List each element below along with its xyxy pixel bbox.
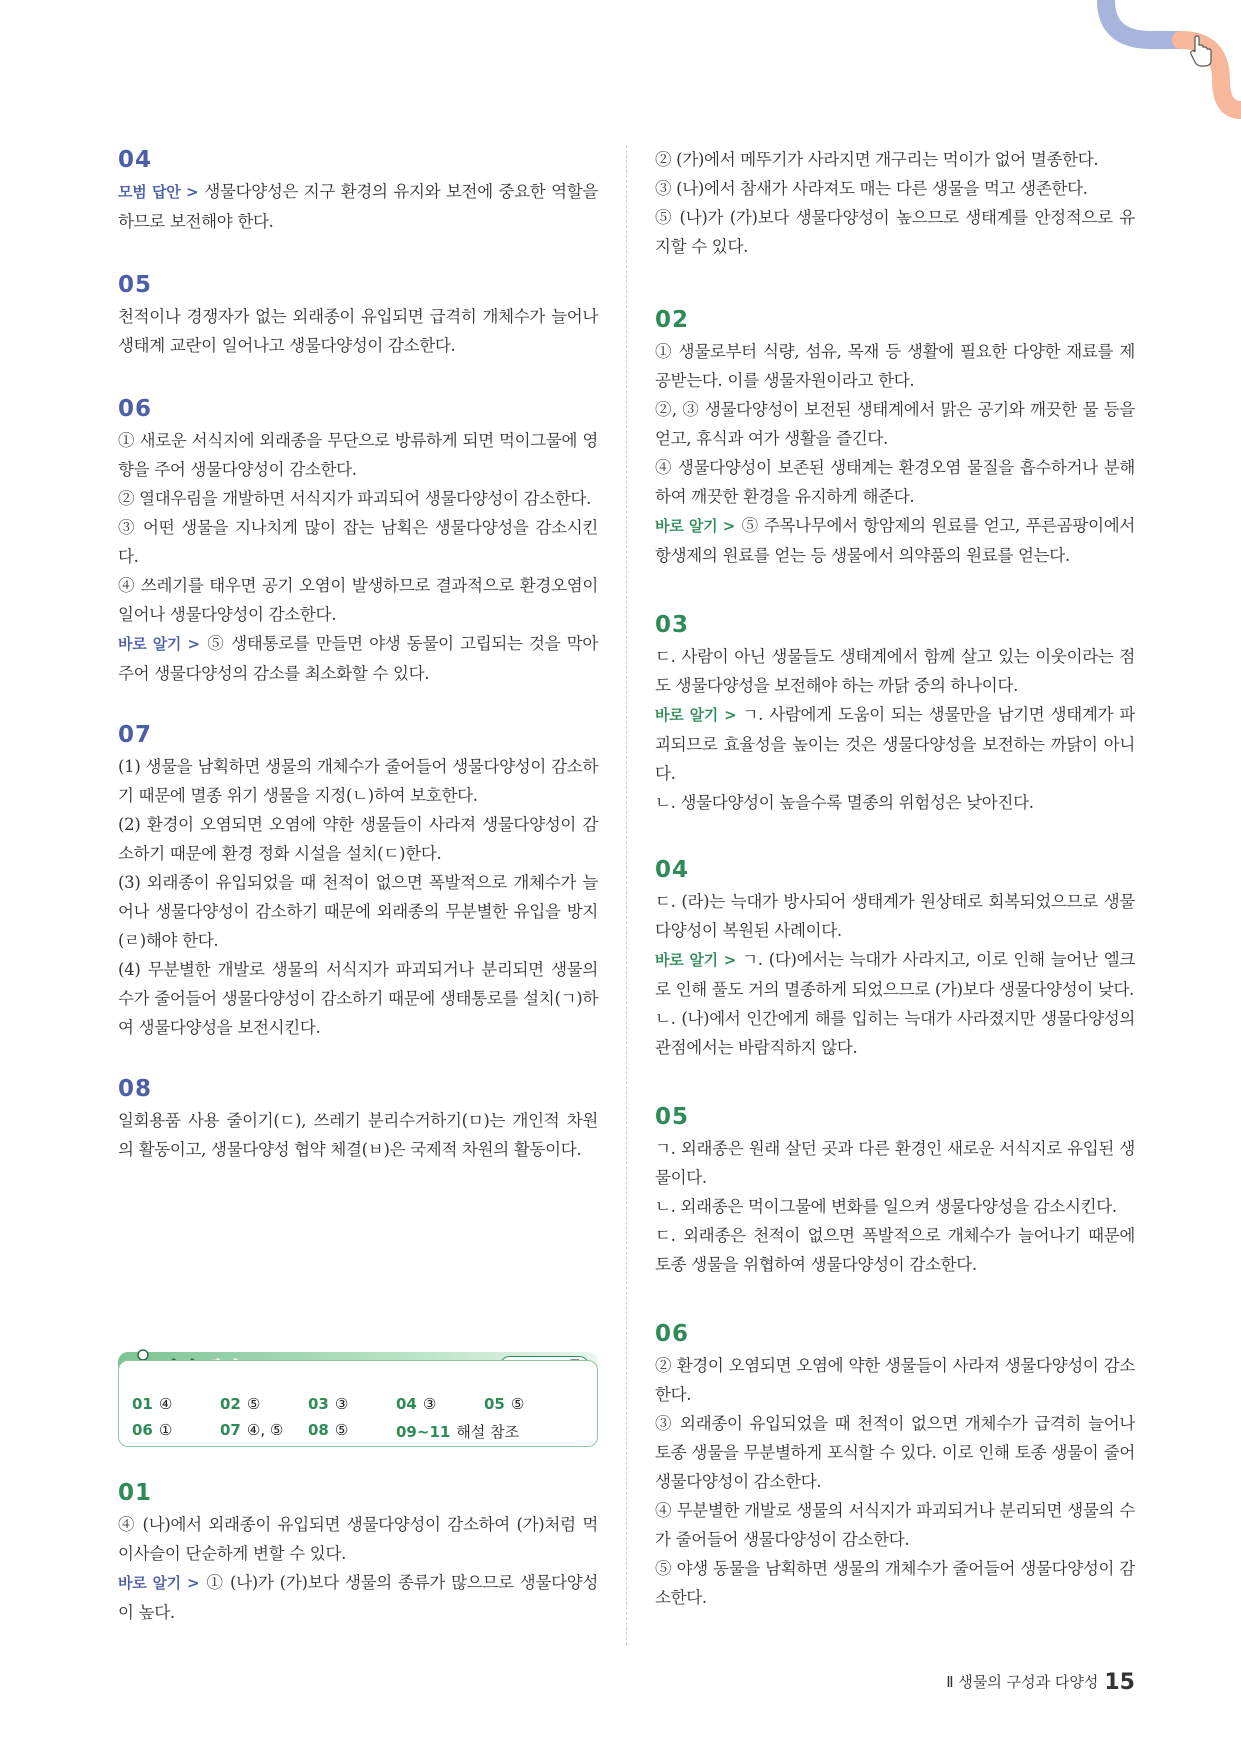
explanation-text: ③ 외래종이 유입되었을 때 천적이 없으면 개체수가 급격히 늘어나 토종 생물을 무분별하게 포식할 수 있다. 이로 인해 토종 생물이 줄어 생물다양성이 감소한다. xyxy=(655,1414,1135,1491)
explanation-text: ㄷ. (라)는 늑대가 방사되어 생태계가 원상태로 회복되었으므로 생물다양성이 복원된 사례이다. xyxy=(655,892,1135,940)
question-number: 08 xyxy=(118,1076,153,1102)
column-divider xyxy=(626,145,627,1645)
explanation-text: ⑤ 야생 동물을 남획하면 생물의 개체수가 줄어들어 생물다양성이 감소한다. xyxy=(655,1559,1135,1607)
explanation-text: ② (가)에서 메뚜기가 사라지면 개구리는 먹이가 없어 멸종한다. xyxy=(655,150,1099,169)
answer-tag: 바로 알기 > xyxy=(655,706,737,724)
explanation-text: 바로 알기 > ① (나)가 (가)보다 생물의 종류가 많으므로 생물다양성이 높다. xyxy=(118,1573,599,1622)
question-number: 04 xyxy=(118,147,153,173)
explanation-text: (3) 외래종이 유입되었을 때 천적이 없으면 폭발적으로 개체수가 늘어나 생물다양성이 감소하기 때문에 외래종의 무분별한 유입을 방지(ㄹ)해야 한다. xyxy=(118,873,598,950)
question-block xyxy=(655,1319,1135,1612)
answer-cell: 05 ⑤ xyxy=(484,1395,525,1413)
explanation-text: 바로 알기 > ㄱ. 사람에게 도움이 되는 생물만을 남기면 생태계가 파괴되므로 효율성을 높이는 것은 생물다양성을 보전하는 까닭이 아니다. xyxy=(655,705,1135,783)
question-block xyxy=(655,1102,1135,1279)
answer-cell: 02 ⑤ xyxy=(220,1395,261,1413)
question-block xyxy=(118,270,598,360)
question-number: 05 xyxy=(655,1104,690,1130)
left-column xyxy=(118,145,598,1164)
question-number: 04 xyxy=(655,857,690,883)
question-block xyxy=(118,1478,598,1627)
question-number: 03 xyxy=(655,612,690,638)
explanation-text: ㄴ. 외래종은 먹이그물에 변화를 일으켜 생물다양성을 감소시킨다. xyxy=(655,1197,1117,1216)
question-block xyxy=(655,305,1135,570)
explanation-text: ②, ③ 생물다양성이 보전된 생태계에서 맑은 공기와 깨끗한 물 등을 얻고, 휴식과 여가 생활을 즐긴다. xyxy=(655,400,1135,448)
answer-tag: 바로 알기 > xyxy=(118,1574,200,1592)
answer-cell: 07 ④, ⑤ xyxy=(220,1421,284,1439)
answer-cell: 01 ④ xyxy=(132,1395,173,1413)
footer-section: Ⅱ 생물의 구성과 다양성 xyxy=(946,1673,1099,1691)
question-block xyxy=(655,145,1135,261)
page-number: 15 xyxy=(1104,1670,1135,1695)
explanation-text: ㄱ. 외래종은 원래 살던 곳과 다른 환경인 새로운 서식지로 유입된 생물이다. xyxy=(655,1139,1135,1187)
explanation-text: ① 새로운 서식지에 외래종을 무단으로 방류하게 되면 먹이그물에 영향을 주어 생물다양성이 감소한다. xyxy=(118,431,598,479)
corner-decoration xyxy=(1071,0,1241,120)
explanation-text: ㄷ. 외래종은 천적이 없으면 폭발적으로 개체수가 늘어나기 때문에 토종 생물을 위협하여 생물다양성이 감소한다. xyxy=(655,1226,1135,1274)
question-block xyxy=(655,610,1135,817)
question-number: 06 xyxy=(655,1321,690,1347)
question-number: 02 xyxy=(655,307,690,333)
question-block xyxy=(118,720,598,1042)
answer-cell: 06 ① xyxy=(132,1421,173,1439)
answer-cell: 04 ③ xyxy=(396,1395,437,1413)
question-block xyxy=(118,1074,598,1164)
answer-cell: 09~11 해설 참조 xyxy=(396,1423,520,1441)
question-block xyxy=(655,855,1135,1062)
explanation-text: ③ 어떤 생물을 지나치게 많이 잡는 남획은 생물다양성을 감소시킨다. xyxy=(118,518,598,566)
answer-row xyxy=(132,1395,592,1421)
explanation-text: 천적이나 경쟁자가 없는 외래종이 유입되면 급격히 개체수가 늘어나 생태계 교란이 일어나고 생물다양성이 감소한다. xyxy=(118,307,598,355)
explanation-text: ① 생물로부터 식량, 섬유, 목재 등 생활에 필요한 다양한 재료를 제공받는다. 이를 생물자원이라고 한다. xyxy=(655,342,1135,390)
answer-cell: 03 ③ xyxy=(308,1395,349,1413)
explanation-text: ㄴ. 생물다양성이 높을수록 멸종의 위험성은 낮아진다. xyxy=(655,793,1034,812)
explanation-text: 바로 알기 > ⑤ 생태통로를 만들면 야생 동물이 고립되는 것을 막아 주어 생물다양성의 감소를 최소화할 수 있다. xyxy=(118,634,599,683)
explanation-text: 바로 알기 > ⑤ 주목나무에서 항암제의 원료를 얻고, 푸른곰팡이에서 항생제의 원료를 얻는 등 생물에서 의약품의 원료를 얻는다. xyxy=(655,516,1135,565)
explanation-text: ④ 쓰레기를 태우면 공기 오염이 발생하므로 결과적으로 환경오염이 일어나 생물다양성이 감소한다. xyxy=(118,576,598,624)
explanation-text: (2) 환경이 오염되면 오염에 약한 생물들이 사라져 생물다양성이 감소하기 때문에 환경 정화 시설을 설치(ㄷ)한다. xyxy=(118,815,598,863)
answer-tag: 바로 알기 > xyxy=(655,517,736,535)
explanation-text: ⑤ (나)가 (가)보다 생물다양성이 높으므로 생태계를 안정적으로 유지할 수 있다. xyxy=(655,208,1135,256)
explanation-text: ② 열대우림을 개발하면 서식지가 파괴되어 생물다양성이 감소한다. xyxy=(118,489,592,508)
left-bottom-column xyxy=(118,1478,598,1627)
answer-grid xyxy=(132,1395,592,1447)
explanation-text: ㄷ. 사람이 아닌 생물들도 생태계에서 함께 살고 있는 이웃이라는 점도 생물다양성을 보전해야 하는 까닭 중의 하나이다. xyxy=(655,647,1135,695)
explanation-text: ㄴ. (나)에서 인간에게 해를 입히는 늑대가 사라졌지만 생물다양성의 관점에서는 바람직하지 않다. xyxy=(655,1009,1135,1057)
question-number: 01 xyxy=(118,1480,153,1506)
explanation-text: ④ 생물다양성이 보존된 생태계는 환경오염 물질을 흡수하거나 분해하여 깨끗한 환경을 유지하게 해준다. xyxy=(655,458,1135,506)
explanation-text: ③ (나)에서 참새가 사라져도 매는 다른 생물을 먹고 생존한다. xyxy=(655,179,1088,198)
question-number: 05 xyxy=(118,272,153,298)
explanation-text: ② 환경이 오염되면 오염에 약한 생물들이 사라져 생물다양성이 감소한다. xyxy=(655,1356,1135,1404)
answer-tag: 바로 알기 > xyxy=(118,635,200,653)
answer-tag: 모범 답안 > xyxy=(118,183,199,201)
explanation-text: (1) 생물을 남획하면 생물의 개체수가 줄어들어 생물다양성이 감소하기 때문에 멸종 위기 생물을 지정(ㄴ)하여 보호한다. xyxy=(118,757,598,805)
explanation-text: 일회용품 사용 줄이기(ㄷ), 쓰레기 분리수거하기(ㅁ)는 개인적 차원의 활동이고, 생물다양성 협약 체결(ㅂ)은 국제적 차원의 활동이다. xyxy=(118,1111,598,1159)
explanation-text: 바로 알기 > ㄱ. (다)에서는 늑대가 사라지고, 이로 인해 늘어난 엘크로 인해 풀도 거의 멸종하게 되었으므로 (가)보다 생물다양성이 낮다. xyxy=(655,950,1135,999)
explanation-text: ④ 무분별한 개발로 생물의 서식지가 파괴되거나 분리되면 생물의 수가 줄어들어 생물다양성이 감소한다. xyxy=(655,1501,1135,1549)
question-number: 06 xyxy=(118,396,153,422)
question-block xyxy=(118,394,598,688)
explanation-text: 모범 답안 > 생물다양성은 지구 환경의 유지와 보전에 중요한 역할을 하므로 보전해야 한다. xyxy=(118,182,598,231)
answer-cell: 08 ⑤ xyxy=(308,1421,349,1439)
right-column xyxy=(655,145,1135,1612)
answer-tag: 바로 알기 > xyxy=(655,951,737,969)
explanation-text: (4) 무분별한 개발로 생물의 서식지가 파괴되거나 분리되면 생물의 수가 줄어들어 생물다양성이 감소하기 때문에 생태통로를 설치(ㄱ)하여 생물다양성을 보전시킨다. xyxy=(118,960,598,1037)
question-block xyxy=(118,145,598,236)
answer-row xyxy=(132,1421,592,1447)
question-number: 07 xyxy=(118,722,153,748)
page-footer xyxy=(946,1670,1135,1695)
explanation-text: ④ (나)에서 외래종이 유입되면 생물다양성이 감소하여 (가)처럼 먹이사슬이 단순하게 변할 수 있다. xyxy=(118,1515,598,1563)
